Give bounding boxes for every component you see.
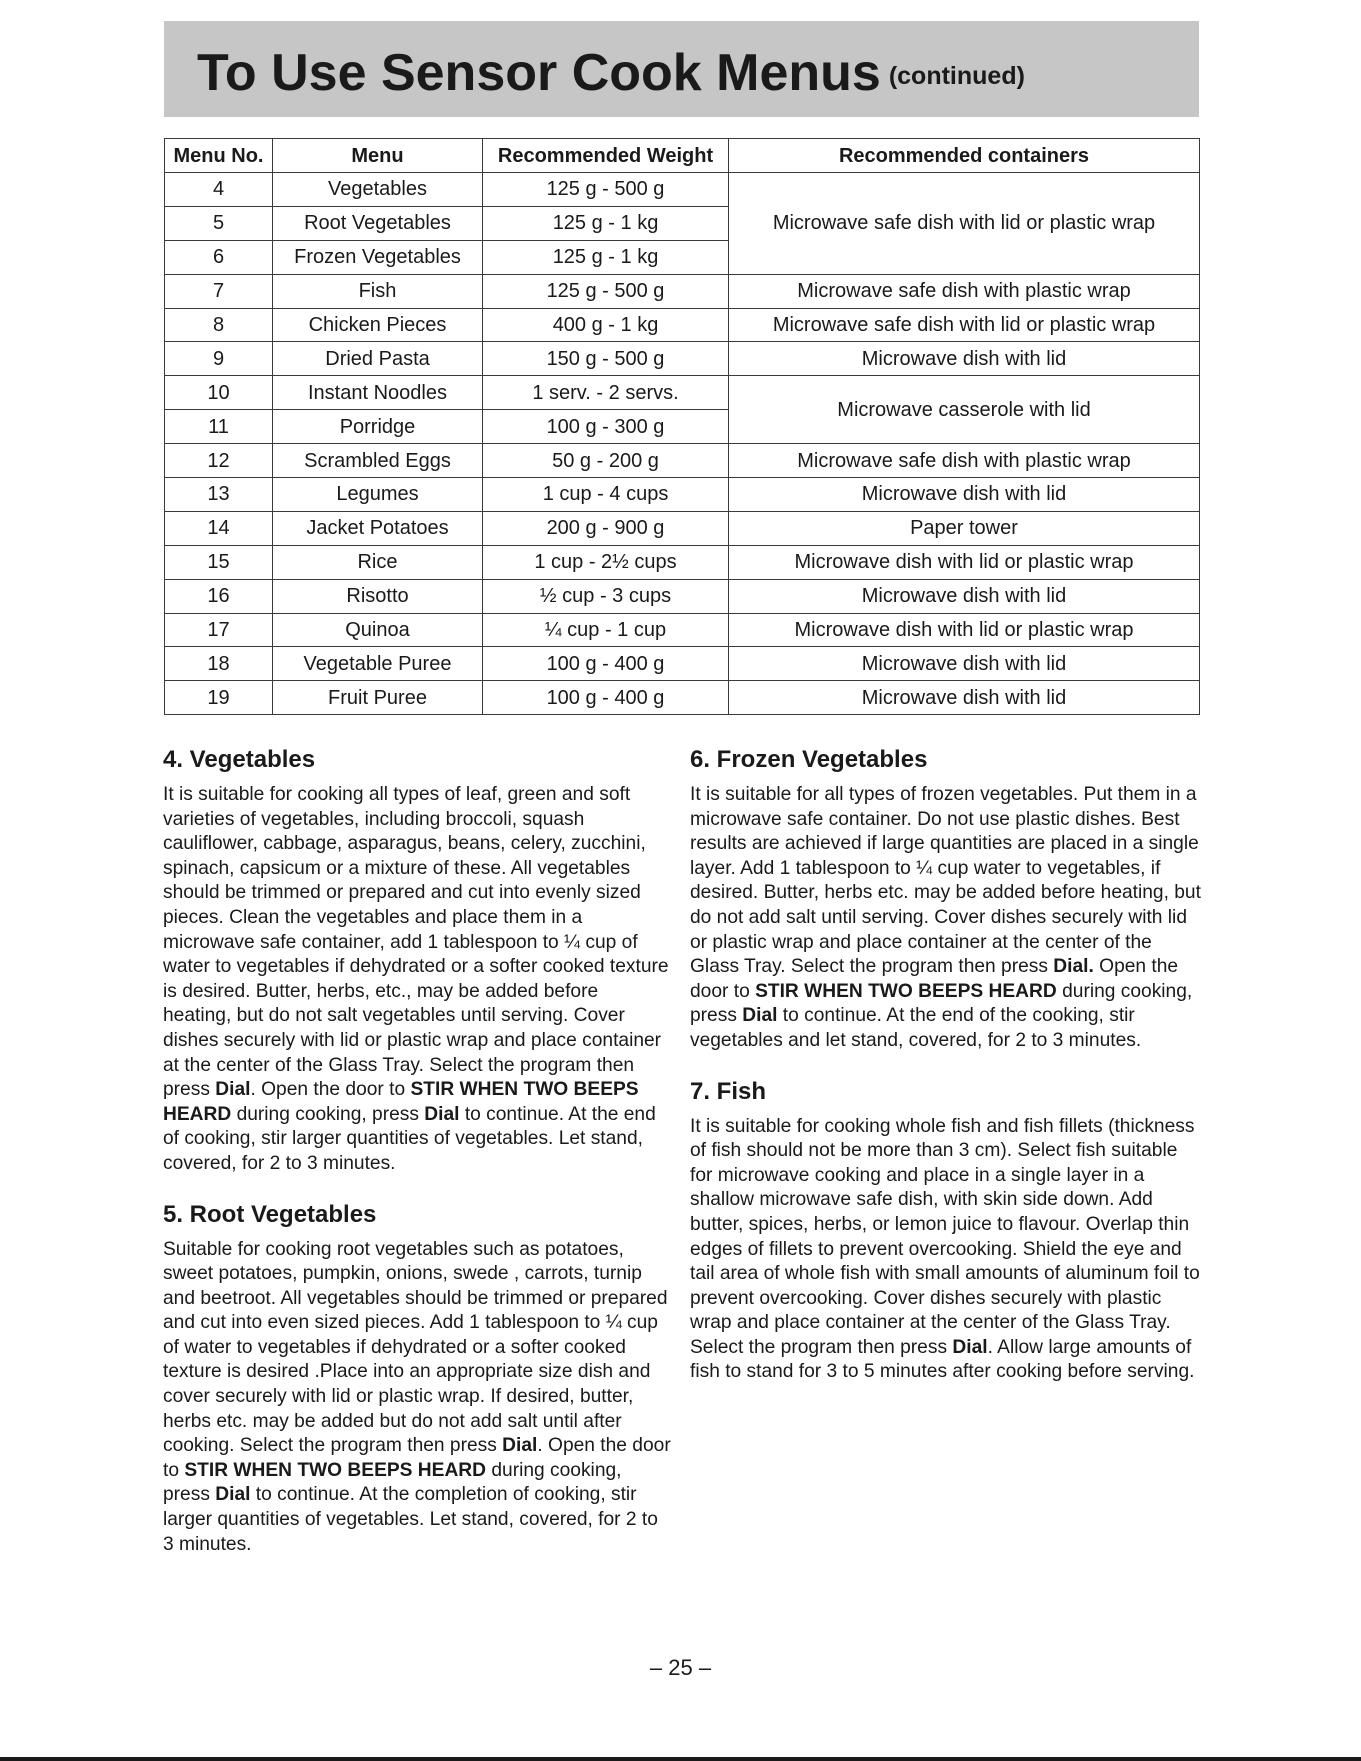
body-bold: STIR WHEN TWO BEEPS HEARD bbox=[755, 980, 1057, 1002]
table-row bbox=[165, 579, 1200, 613]
cell-menu-no: 7 bbox=[165, 274, 273, 308]
cell-weight: 1 cup - 2½ cups bbox=[483, 545, 729, 579]
cell-menu: Risotto bbox=[273, 579, 483, 613]
body-bold: Dial bbox=[424, 1103, 460, 1125]
cell-container: Microwave dish with lid bbox=[729, 478, 1200, 512]
cell-weight: ½ cup - 3 cups bbox=[483, 579, 729, 613]
table-row bbox=[165, 478, 1200, 512]
section-frozen-vegetables bbox=[690, 746, 1202, 1054]
right-column bbox=[690, 746, 1202, 1385]
cell-menu: Porridge bbox=[273, 410, 483, 444]
section-body bbox=[690, 783, 1202, 1054]
cell-menu: Chicken Pieces bbox=[273, 308, 483, 342]
section-heading: 5. Root Vegetables bbox=[163, 1200, 377, 1228]
cell-menu: Fruit Puree bbox=[273, 681, 483, 715]
header-recommended-containers: Recommended containers bbox=[729, 139, 1200, 173]
cell-menu-no: 11 bbox=[165, 410, 273, 444]
cell-container: Microwave dish with lid bbox=[729, 342, 1200, 376]
cell-weight: 125 g - 1 kg bbox=[483, 240, 729, 274]
section-fish bbox=[690, 1078, 1202, 1386]
cell-container: Microwave safe dish with lid or plastic wrap bbox=[729, 173, 1200, 275]
header-menu: Menu bbox=[273, 139, 483, 173]
body-bold: Dial bbox=[215, 1484, 251, 1506]
body-bold: STIR WHEN TWO BEEPS HEARD bbox=[163, 1079, 639, 1125]
body-bold: Dial bbox=[215, 1079, 251, 1101]
body-text: . Open the door to bbox=[250, 1079, 411, 1101]
body-bold: Dial bbox=[952, 1336, 988, 1358]
section-root-vegetables bbox=[163, 1201, 671, 1558]
cell-weight: 1 serv. - 2 servs. bbox=[483, 376, 729, 410]
cell-menu-no: 10 bbox=[165, 376, 273, 410]
page-title-continued: (continued) bbox=[888, 62, 1025, 90]
cell-container: Microwave casserole with lid bbox=[729, 376, 1200, 444]
body-text: It is suitable for all types of frozen vegetables. Put them in a microwave safe container. Do not use plastic dishes. Best results are achieved if large quantities are placed in a single layer. Add 1 tablespoon to ¼ cup water to vegetables, if desired. Butter, herbs etc. may be added before heating, but do not add salt until serving. Cover dishes securely with lid or plastic wrap and place container at the center of the Glass Tray. Select the program then press bbox=[690, 784, 1201, 978]
cell-container: Microwave dish with lid or plastic wrap bbox=[729, 613, 1200, 647]
section-heading: 7. Fish bbox=[690, 1077, 767, 1105]
table-row bbox=[165, 173, 1200, 207]
section-heading: 6. Frozen Vegetables bbox=[690, 746, 928, 773]
cell-menu-no: 18 bbox=[165, 647, 273, 681]
table-row bbox=[165, 274, 1200, 308]
title-banner bbox=[164, 21, 1199, 117]
cell-menu: Fish bbox=[273, 274, 483, 308]
cell-menu: Instant Noodles bbox=[273, 376, 483, 410]
body-text: It is suitable for cooking whole fish and fish fillets (thickness of fish should not be more than 3 cm). Select fish suitable for microwave cooking and place in a single layer in a shallow microwave safe dish, with skin side down. Add butter, spices, herbs, or lemon juice to flavour. Overlap thin edges of fillets to prevent overcooking. Shield the eye and tail area of whole fish with small amounts of aluminum foil to prevent overcooking. Cover dishes securely with plastic wrap and place container at the center of the Glass Tray. Select the program then press bbox=[690, 1115, 1200, 1358]
body-text: to continue. At the end of cooking, stir larger quantities of vegetables. Let stand, covered, for 2 to 3 minutes. bbox=[163, 1103, 656, 1174]
table-row bbox=[165, 376, 1200, 410]
page-title-text: To Use Sensor Cook Menus bbox=[197, 44, 881, 102]
cell-menu-no: 5 bbox=[165, 206, 273, 240]
body-text: Suitable for cooking root vegetables such as potatoes, sweet potatoes, pumpkin, onions, swede , carrots, turnip and beetroot. All vegetables should be trimmed or prepared and cut into even sized pieces. Add 1 tablespoon to ¼ cup of water to vegetables if dehydrated or a softer cooked texture is desired .Place into an appropriate size dish and cover securely with lid or plastic wrap. If desired, butter, herbs etc. may be added but do not add salt until after cooking. Select the program then press bbox=[163, 1238, 668, 1457]
body-text: Open the door to bbox=[690, 956, 1179, 1002]
cell-menu-no: 19 bbox=[165, 681, 273, 715]
table-row bbox=[165, 511, 1200, 545]
header-recommended-weight: Recommended Weight bbox=[483, 139, 729, 173]
cell-weight: ¼ cup - 1 cup bbox=[483, 613, 729, 647]
body-text: . Open the door to bbox=[163, 1435, 671, 1481]
cell-menu-no: 6 bbox=[165, 240, 273, 274]
cell-menu: Jacket Potatoes bbox=[273, 511, 483, 545]
cell-weight: 125 g - 1 kg bbox=[483, 206, 729, 240]
cell-menu-no: 8 bbox=[165, 308, 273, 342]
section-body bbox=[163, 783, 671, 1177]
cell-weight: 1 cup - 4 cups bbox=[483, 478, 729, 512]
sensor-cook-menu-table bbox=[164, 138, 1200, 715]
cell-menu-no: 13 bbox=[165, 478, 273, 512]
cell-weight: 50 g - 200 g bbox=[483, 444, 729, 478]
cell-menu: Vegetable Puree bbox=[273, 647, 483, 681]
section-body bbox=[690, 1115, 1202, 1386]
cell-menu-no: 4 bbox=[165, 173, 273, 207]
bottom-rule bbox=[0, 1757, 1361, 1761]
cell-weight: 100 g - 400 g bbox=[483, 681, 729, 715]
cell-menu: Root Vegetables bbox=[273, 206, 483, 240]
cell-menu: Vegetables bbox=[273, 173, 483, 207]
cell-container: Paper tower bbox=[729, 511, 1200, 545]
body-bold: STIR WHEN TWO BEEPS HEARD bbox=[184, 1459, 487, 1481]
body-text: during cooking, press bbox=[690, 980, 1193, 1027]
header-menu-no: Menu No. bbox=[165, 139, 273, 173]
table-row bbox=[165, 444, 1200, 478]
table-row bbox=[165, 647, 1200, 681]
cell-menu-no: 12 bbox=[165, 444, 273, 478]
body-bold: Dial. bbox=[1053, 956, 1094, 978]
cell-menu: Legumes bbox=[273, 478, 483, 512]
cell-weight: 125 g - 500 g bbox=[483, 274, 729, 308]
body-bold: Dial bbox=[742, 1005, 778, 1027]
cell-weight: 200 g - 900 g bbox=[483, 511, 729, 545]
cell-menu: Quinoa bbox=[273, 613, 483, 647]
section-body bbox=[163, 1238, 671, 1558]
cell-container: Microwave dish with lid or plastic wrap bbox=[729, 545, 1200, 579]
cell-menu: Frozen Vegetables bbox=[273, 240, 483, 274]
page-title bbox=[197, 44, 1025, 102]
body-text: It is suitable for cooking all types of leaf, green and soft varieties of vegetables, including broccoli, squash cauliflower, cabbage, asparagus, beans, celery, zucchini, spinach, capsicum or a mixture of these. All vegetables should be trimmed or prepared and cut into evenly sized pieces. Clean the vegetables and place them in a microwave safe container, add 1 tablespoon to ¼ cup of water to vegetables if dehydrated or a softer cooked texture is desired. Butter, herbs, etc., may be added before heating, but do not salt vegetables until serving. Cover dishes securely with lid or plastic wrap and place container at the center of the Glass Tray. Select the program then press bbox=[163, 784, 669, 1101]
cell-weight: 100 g - 300 g bbox=[483, 410, 729, 444]
body-text: to continue. At the end of the cooking, stir vegetables and let stand, covered, for 2 to 3 minutes. bbox=[690, 1005, 1142, 1051]
cell-container: Microwave dish with lid bbox=[729, 579, 1200, 613]
cell-container: Microwave dish with lid bbox=[729, 681, 1200, 715]
table-row bbox=[165, 681, 1200, 715]
cell-menu-no: 16 bbox=[165, 579, 273, 613]
section-vegetables bbox=[163, 746, 671, 1177]
cell-weight: 125 g - 500 g bbox=[483, 173, 729, 207]
table-header-row bbox=[165, 139, 1200, 173]
cell-container: Microwave safe dish with plastic wrap bbox=[729, 274, 1200, 308]
body-text: during cooking, press bbox=[163, 1459, 622, 1506]
table-row bbox=[165, 545, 1200, 579]
body-text: . Allow large amounts of fish to stand for 3 to 5 minutes after cooking before serving. bbox=[690, 1336, 1195, 1383]
cell-weight: 150 g - 500 g bbox=[483, 342, 729, 376]
cell-menu-no: 9 bbox=[165, 342, 273, 376]
cell-weight: 100 g - 400 g bbox=[483, 647, 729, 681]
left-column bbox=[163, 746, 671, 1557]
cell-menu: Rice bbox=[273, 545, 483, 579]
cell-container: Microwave safe dish with lid or plastic wrap bbox=[729, 308, 1200, 342]
body-bold: Dial bbox=[502, 1435, 538, 1457]
cell-menu-no: 17 bbox=[165, 613, 273, 647]
cell-weight: 400 g - 1 kg bbox=[483, 308, 729, 342]
cell-container: Microwave dish with lid bbox=[729, 647, 1200, 681]
cell-menu: Scrambled Eggs bbox=[273, 444, 483, 478]
table-row bbox=[165, 308, 1200, 342]
table-row bbox=[165, 342, 1200, 376]
cell-menu-no: 14 bbox=[165, 511, 273, 545]
cell-container: Microwave safe dish with plastic wrap bbox=[729, 444, 1200, 478]
cell-menu: Dried Pasta bbox=[273, 342, 483, 376]
section-heading: 4. Vegetables bbox=[163, 746, 316, 773]
page-number: – 25 – bbox=[649, 1655, 712, 1680]
table-row bbox=[165, 613, 1200, 647]
body-text: to continue. At the completion of cooking, stir larger quantities of vegetables. Let stand, covered, for 2 to 3 minutes. bbox=[163, 1484, 658, 1555]
body-text: during cooking, press bbox=[231, 1103, 425, 1125]
cell-menu-no: 15 bbox=[165, 545, 273, 579]
